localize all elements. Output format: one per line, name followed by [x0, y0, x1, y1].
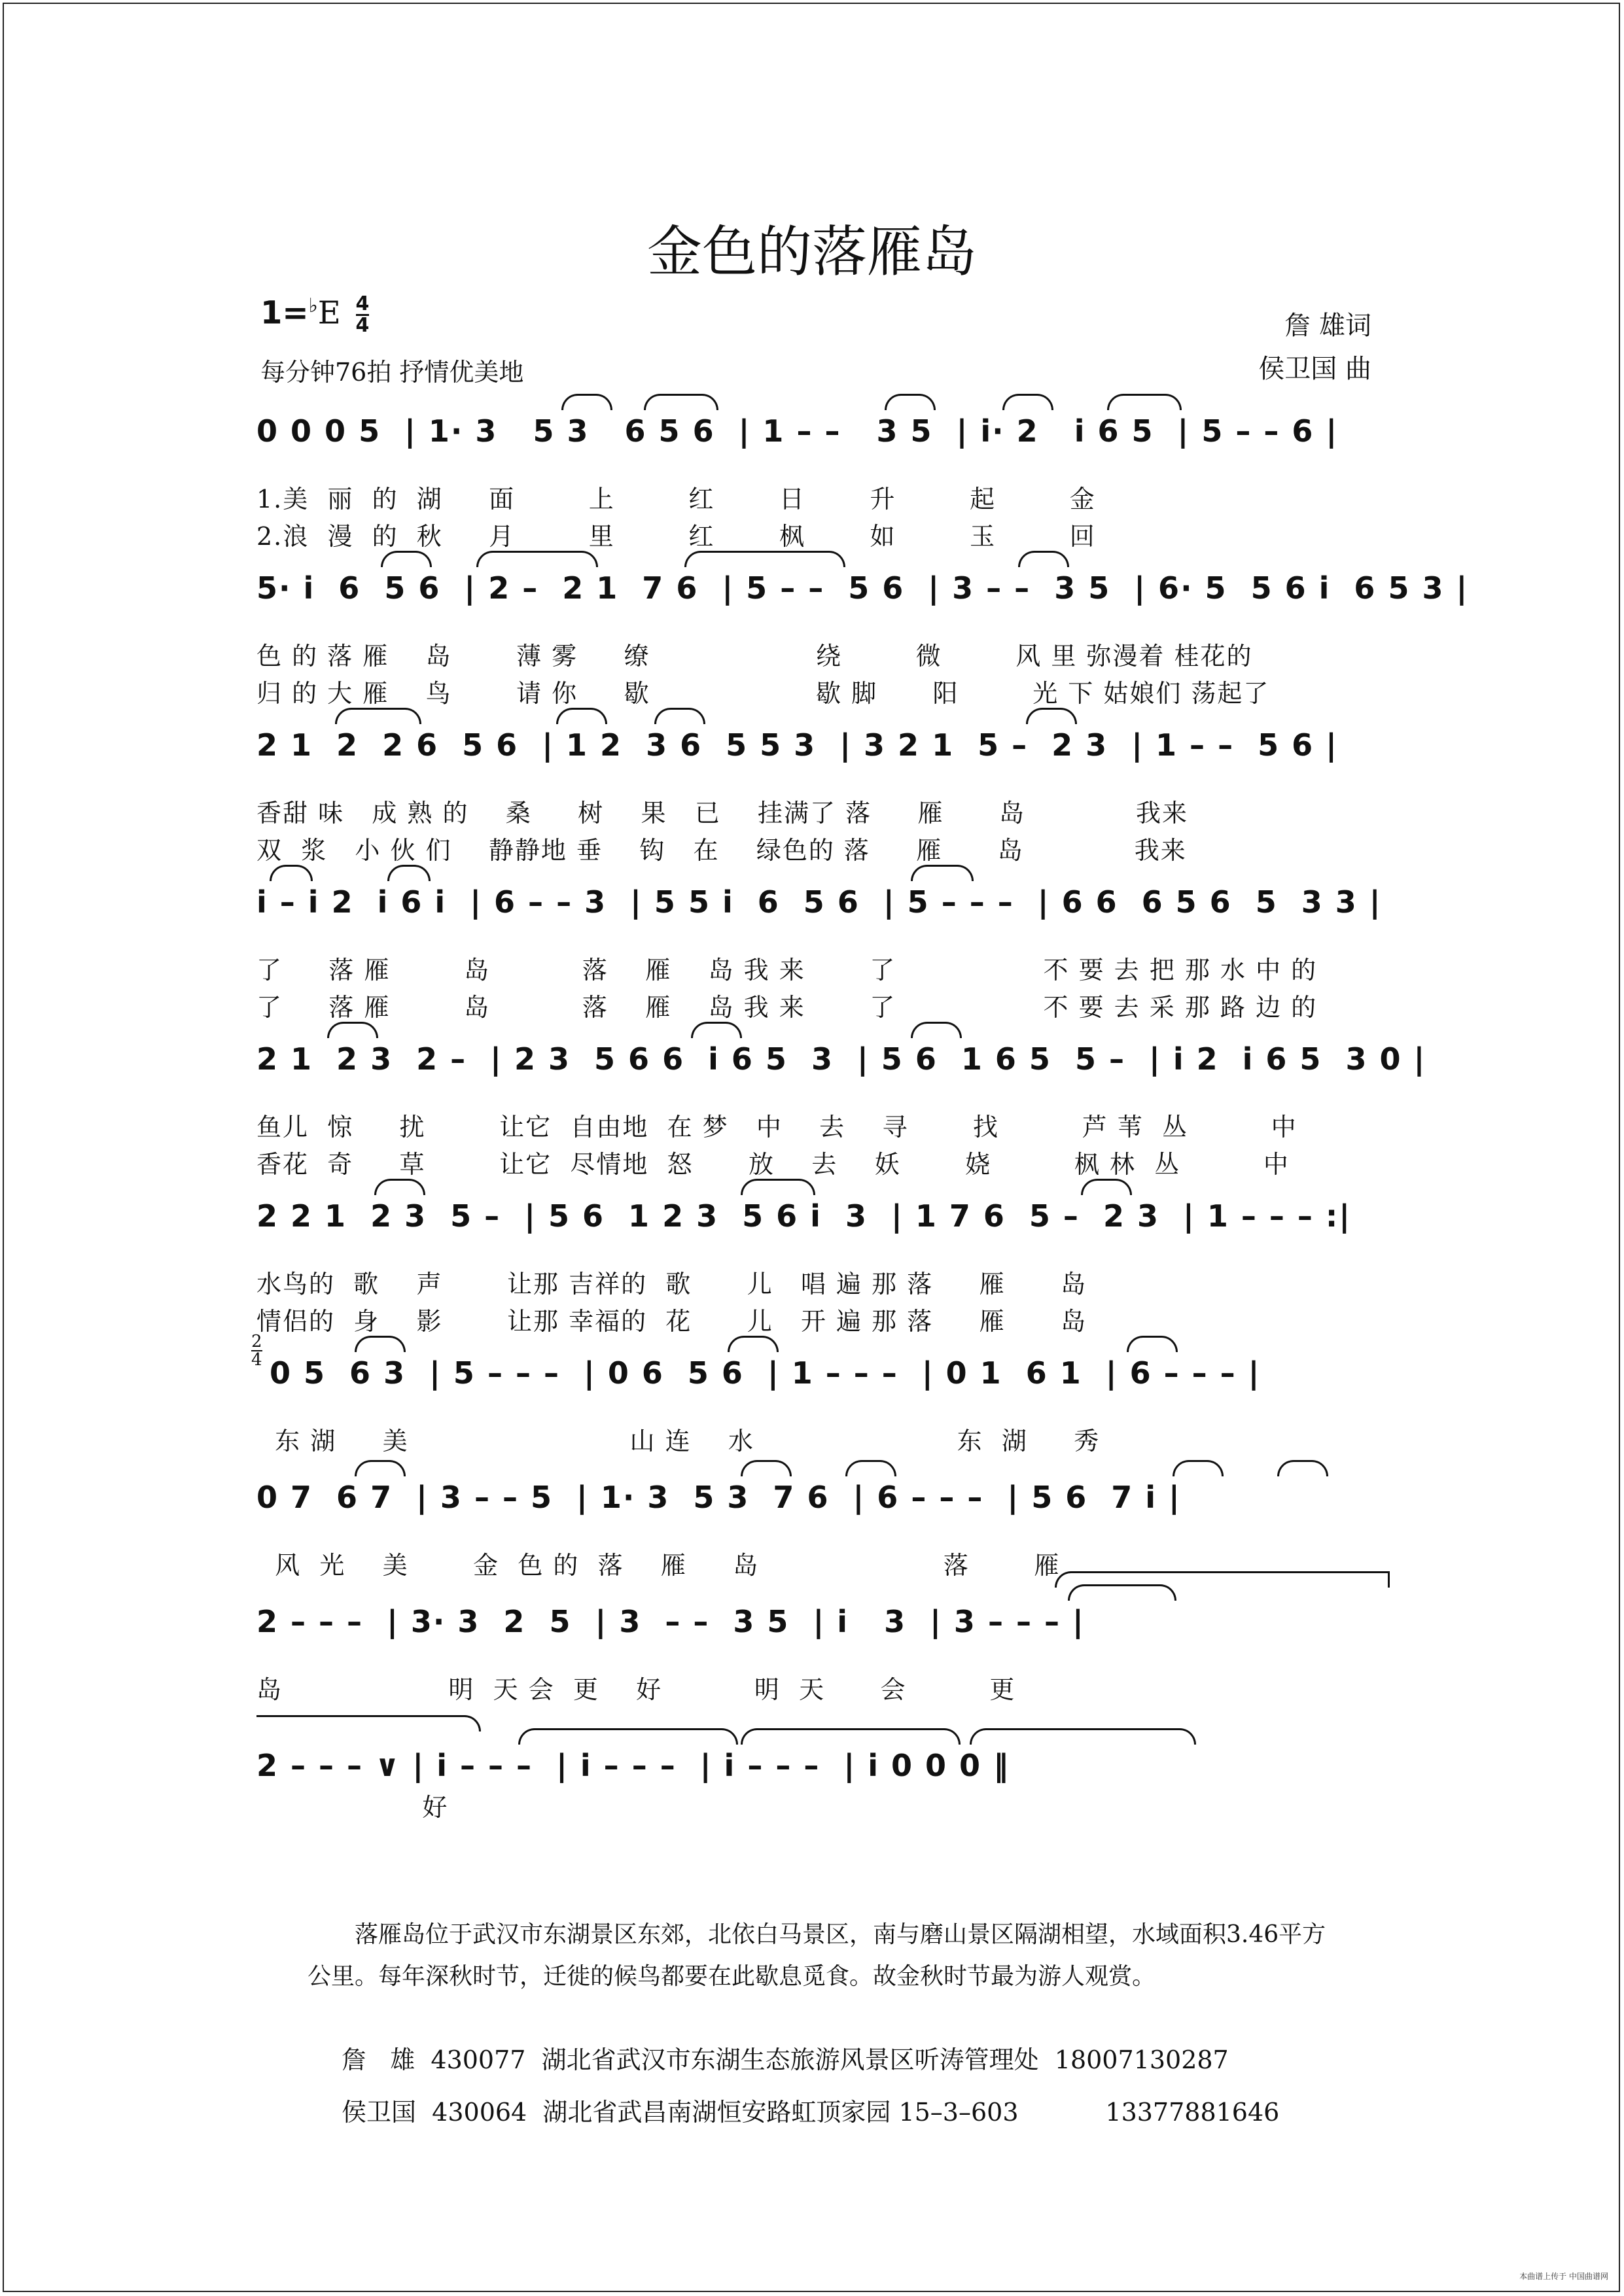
lyrics-verse-2: 2.浪 漫 的 秋 月 里 红 枫 如 玉 回 [256, 522, 1096, 551]
slur [691, 1022, 742, 1038]
slur [1107, 394, 1182, 410]
lyrics-verse-1: 色 的 落 雁 岛 薄 雾 缭 绕 微 风 里 弥漫着 桂花的 [256, 642, 1253, 670]
meter-bottom: 4 [355, 314, 370, 337]
site-watermark: 本曲谱上传于 中国曲谱网 [1519, 2272, 1608, 2281]
time-change-top: 2 [251, 1332, 262, 1351]
slur [381, 551, 432, 567]
lyrics-verse-2: 归 的 大 雁 鸟 请 你 歇 歇 脚 阳 光 下 姑娘们 荡起了 [256, 679, 1270, 708]
slur [885, 394, 936, 410]
slur [561, 394, 612, 410]
slur [374, 1179, 425, 1195]
slur [741, 1179, 815, 1195]
slur [1026, 708, 1077, 724]
lyrics-verse-1: 水鸟的 歌 声 让那 吉祥的 歌 儿 唱 遍 那 落 雁 岛 [256, 1270, 1087, 1298]
lyrics-verse-2: 了 落 雁 岛 落 雁 岛 我 来 了 不 要 去 采 那 路 边 的 [256, 993, 1318, 1022]
key-letter: E [317, 294, 341, 332]
slur [1173, 1460, 1224, 1476]
slur [1127, 1336, 1178, 1352]
flat-icon: ♭ [308, 294, 318, 317]
description-text: 落雁岛位于武汉市东湖景区东郊，北依白马景区，南与磨山景区隔湖相望，水域面积3.46平方公里。每年深秋时节，迁徙的候鸟都要在此歇息觅食。故金秋时节最为游人观赏。 [308, 1921, 1326, 1990]
time-signature [356, 294, 370, 336]
slur [911, 865, 974, 881]
lyrics-verse-1: 香甜 味 成 熟 的 桑 树 果 已 挂满了 落 雁 岛 我来 [256, 799, 1188, 827]
tie [256, 1715, 481, 1731]
song-description [308, 1914, 1328, 1998]
slur [741, 1460, 792, 1476]
notation-line: 5· i 6 5 6 | 2 – 2 1 7 6 | 5 – – 5 6 | 3 – – 3 5 | 6· 5 5 6 i 6 5 3 | [256, 570, 1469, 606]
lyrics-verse-2: 香花 奇 草 让它 尽情地 怒 放 去 妖 娆 枫 林 丛 中 [256, 1150, 1290, 1179]
lyrics-verse-2: 双 浆 小 伙 们 静静地 垂 钩 在 绿色的 落 雁 岛 我来 [256, 836, 1187, 865]
lyrics-verse-1: 鱼儿 惊 扰 让它 自由地 在 梦 中 去 寻 找 芦 苇 丛 中 [256, 1113, 1297, 1141]
notation-line: 2 1 2 2 6 5 6 | 1 2 3 6 5 5 3 | 3 2 1 5 – 2 3 | 1 – – 5 6 | [256, 727, 1338, 763]
slur [911, 1022, 962, 1038]
slur [845, 1460, 896, 1476]
tempo-marking: 每分钟76拍 抒情优美地 [260, 358, 524, 387]
notation-line: 2 – – – ∨ | i – – – | i – – – | i – – – | i 0 0 0 ‖ [256, 1748, 1010, 1783]
lyrics-line: 好 [256, 1793, 449, 1822]
slur [1002, 394, 1053, 410]
notation-line: 2 1 2 3 2 – | 2 3 5 6 6 i 6 5 3 | 5 6 1 6 5 5 – | i 2 i 6 5 3 0 | [256, 1041, 1426, 1077]
time-change [251, 1333, 262, 1368]
time-change-bottom: 4 [251, 1350, 262, 1370]
notation-line: 0 7 6 7 | 3 – – 5 | 1· 3 5 3 7 6 | 6 – – – | 5 6 7 i | [256, 1480, 1181, 1515]
slur [335, 708, 421, 724]
slur [644, 394, 718, 410]
slur [684, 551, 845, 567]
notation-line: 2 – – – | 3· 3 2 5 | 3 – – 3 5 | i 3 | 3 – – – | [256, 1604, 1085, 1639]
notation-line: 2 2 1 2 3 5 – | 5 6 1 2 3 5 6 i 3 | 1 7 6 5 – 2 3 | 1 – – – :| [256, 1198, 1352, 1234]
slur [355, 1460, 406, 1476]
slur [1018, 551, 1069, 567]
lyricist-credit: 詹 雄词 [1284, 311, 1371, 341]
contact-lyricist: 詹 雄 430077 湖北省武汉市东湖生态旅游风景区听涛管理处 18007130287 [342, 2045, 1229, 2074]
slur [1068, 1584, 1176, 1601]
notation-line: i – i 2 i 6 i | 6 – – 3 | 5 5 i 6 5 6 | 5 – – – | 6 6 6 5 6 5 3 3 | [256, 884, 1382, 920]
composer-credit: 侯卫国 曲 [1258, 354, 1371, 384]
song-title: 金色的落雁岛 [646, 220, 977, 284]
slur [654, 708, 705, 724]
key-prefix: 1= [260, 294, 309, 332]
meter-top: 4 [355, 292, 370, 315]
slur [327, 1022, 378, 1038]
slur [728, 1336, 779, 1352]
slur [1277, 1460, 1328, 1476]
lyrics-verse-2: 情侣的 身 影 让那 幸福的 花 儿 开 遍 那 落 雁 岛 [256, 1307, 1087, 1336]
lyrics-line: 岛 明 天 会 更 好 明 天 会 更 [256, 1675, 1016, 1704]
lyrics-verse-1: 了 落 雁 岛 落 雁 岛 我 来 了 不 要 去 把 那 水 中 的 [256, 956, 1318, 984]
key-signature [260, 294, 369, 336]
lyrics-verse-1: 1.美 丽 的 湖 面 上 红 日 升 起 金 [256, 485, 1096, 513]
lyrics-line: 风 光 美 金 色 的 落 雁 岛 落 雁 [256, 1551, 1061, 1580]
slur [355, 1336, 406, 1352]
slur [518, 1728, 738, 1745]
lyrics-line: 东 湖 美 山 连 水 东 湖 秀 [256, 1427, 1101, 1455]
contact-composer: 侯卫国 430064 湖北省武昌南湖恒安路虹顶家园 15–3–603 13377881646 [342, 2098, 1280, 2127]
slur [741, 1728, 961, 1745]
notation-line: 0 5 6 3 | 5 – – – | 0 6 5 6 | 1 – – – | 0 1 6 1 | 6 – – – | [270, 1355, 1261, 1391]
slur [556, 708, 607, 724]
slur [476, 551, 598, 567]
slur [970, 1728, 1196, 1745]
slur [1081, 1179, 1132, 1195]
notation-line: 0 0 0 5 | 1· 3 5 3 6 5 6 | 1 – – 3 5 | i· 2 i 6 5 | 5 – – 6 | [256, 413, 1339, 449]
